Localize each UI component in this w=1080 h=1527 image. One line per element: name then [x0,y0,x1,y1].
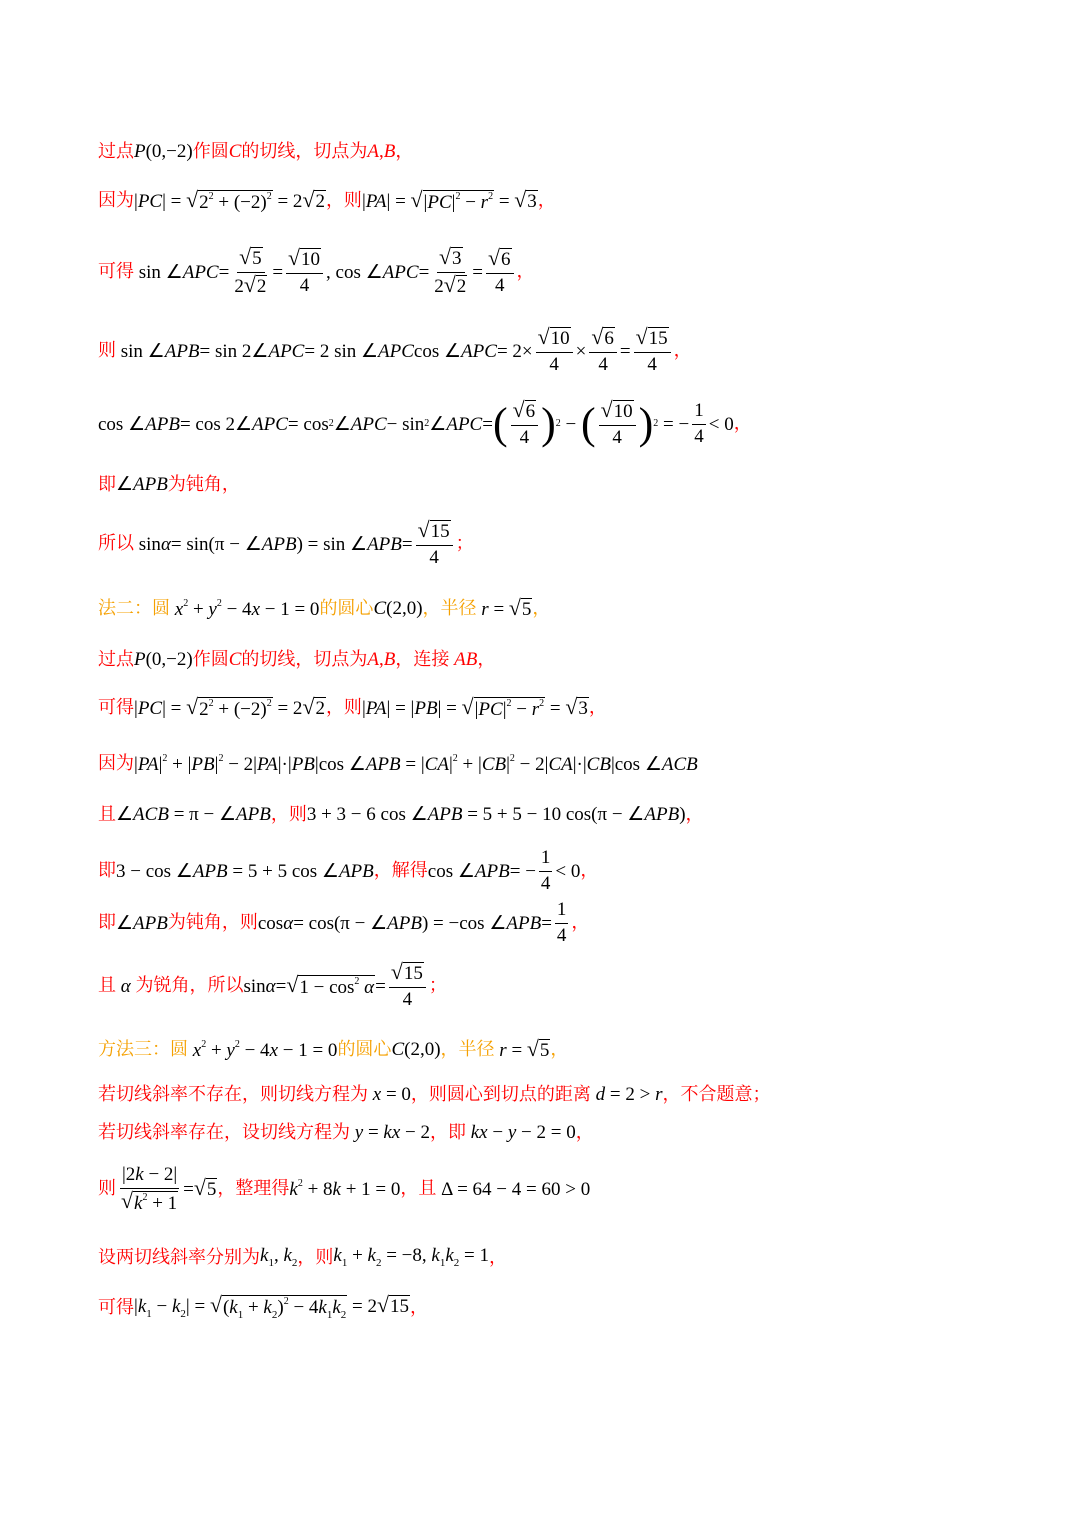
text-segment: 方法三：圆 [98,1038,188,1060]
math-expression: $x^2 + y^2 - 4x - 1 = 0$ [174,597,320,620]
math-expression: kx − y − 2 = 0 [470,1122,576,1143]
punct: ， [532,597,551,619]
solution-line-12 [98,805,704,824]
text-segment: 若切线斜率不存在，则切线方程为 [98,1083,368,1105]
punct: ， [733,413,752,435]
math-expression: r = √ 5 [481,596,532,620]
text-segment: 即 [98,473,116,495]
math-expression: $|k_1 - k_2|$ = √ $(k_1 + k_2)^2 - 4k_1k_2$ = 2 √ 15 [134,1293,409,1321]
math-expression: y = kx − 2 [354,1122,430,1143]
solution-line-9 [98,650,495,669]
math-expression: Δ = 64 − 4 = 60 > 0 [436,1178,591,1200]
math-expression: x = 0 [372,1084,411,1105]
punct: ， [395,140,414,162]
text-segment: 过点 [98,140,134,162]
text-segment: 即 [98,912,116,934]
math-expression: C [228,649,242,670]
text-segment: 因为 [98,190,134,212]
punct: ， [588,697,607,719]
solution-line-18 [98,1123,594,1142]
math-expression: A,B [367,141,396,162]
math-expression: r = √ 5 [499,1037,550,1061]
math-expression: cos ∠ APB = cos 2∠ APC = cos 2 ∠ APC − sin 2 ∠ APC = ( √ 6 4 ) 2 − ( √ 10 4 ) 2 = − $\frac{1}{4}$ < 0 [98,398,734,449]
math-expression: |PC| = √ $2^2 + (-2)^2$ = 2 √ 2 [134,695,325,720]
solution-line-21 [98,1295,428,1322]
text-segment: 作圆 [192,140,229,162]
text-segment: 作圆 [192,648,229,670]
text-segment: 可得 [98,261,134,283]
math-expression: $k^2 + 8k + 1 = 0$ [289,1178,401,1201]
math-expression: C(2,0) [373,598,423,620]
math-expression: |2k − 2| √ $k^2 + 1$ = √ 5 [121,1164,217,1214]
solution-line-5 [98,400,752,449]
punct: ， [685,803,704,825]
punct: ； [455,533,474,555]
punct: ， [537,190,556,212]
text-segment: ，则 [325,697,362,719]
solution-line-11 [98,754,698,774]
math-expression: ∠ACB = π − ∠APB [116,804,271,825]
text-segment: 则 [98,1178,116,1200]
math-expression: α [120,975,131,997]
math-expression: cos ∠ APB = − $\frac{1}{4}$ < 0 [427,847,581,894]
punct: ， [575,1121,594,1143]
solution-line-14 [98,900,589,947]
math-expression: P(0,−2) [134,141,193,162]
text-segment: 若切线斜率存在，设切线方程为 [98,1121,350,1143]
text-segment: ，半径 [422,597,477,619]
solution-line-15 [98,962,447,1011]
math-expression: 3 + 3 − 6 cos ∠APB = 5 + 5 − 10 cos(π − ∠APB) [306,804,686,825]
text-segment: 为钝角，则 [167,912,258,934]
punct: ， [410,1297,428,1319]
math-expression: $k_1$, $k_2$ [260,1245,298,1269]
text-segment: ，整理得 [217,1178,290,1200]
solution-line-20 [98,1246,507,1269]
punct: ， [580,860,599,882]
solution-line-1 [98,142,413,161]
text-segment: 可得 [98,697,134,719]
text-segment: 因为 [98,753,134,774]
math-expression: C(2,0) [391,1039,441,1061]
text-segment: ，即 [430,1121,466,1143]
math-expression: A,B [367,649,396,670]
solution-line-10 [98,697,607,720]
text-segment: 的圆心 [319,597,374,619]
math-expression: |PA| = √ $|PC|^2 - r^2$ = √ 3 [361,188,537,213]
text-segment: 的切线，切点为 [241,648,368,670]
text-segment: 即 [98,860,116,882]
text-segment: ，则 [325,190,362,212]
punct: ， [516,261,535,283]
solution-line-13 [98,848,598,895]
text-segment: 为锐角，所以 [135,975,244,997]
text-segment: ，则 [297,1246,334,1268]
math-expression: ∠APB [116,474,168,495]
punct: ， [477,648,496,670]
text-segment: ，解得 [373,860,428,882]
solution-line-17 [98,1085,771,1104]
text-segment: ，且 [400,1178,437,1200]
solution-line-19 [98,1165,590,1214]
punct: ； [428,975,447,997]
math-expression: |PA| = |PB| = √ $|PC|^2 - r^2$ = √ 3 [361,695,588,720]
text-segment: 的圆心 [337,1038,392,1060]
math-expression: d = 2 > r [595,1084,663,1105]
punct: ， [673,340,692,362]
solution-line-8 [98,598,550,620]
solution-line-4 [98,327,692,376]
math-expression: sin ∠ APB = sin 2∠ APC = 2 sin ∠ APC cos ∠ APC = 2× √ 10 4 × √ 6 4 = √ 15 4 [116,327,674,376]
math-expression: 3 − cos ∠APB = 5 + 5 cos ∠APB [116,860,374,882]
math-expression: sin α = sin(π − ∠ APB ) = sin ∠ APB = √ 15 4 [134,520,456,569]
text-segment: ，则圆心到切点的距离 [410,1083,591,1105]
math-expression: ∠APB [116,912,168,934]
solution-line-6 [98,475,240,494]
math-expression: C [228,141,242,162]
text-segment: ，则 [270,803,307,825]
text-segment: 且 [98,803,116,825]
math-expression: cos α = cos(π − ∠ APB ) = −cos ∠ APB = $\frac{1}{4}$ [257,899,567,946]
text-segment: ，半径 [440,1038,495,1060]
text-segment: 可得 [98,1297,134,1319]
math-expression: |PC| = √ $2^2 + (-2)^2$ = 2 √ 2 [134,188,325,213]
solution-line-7 [98,520,474,569]
math-expression: sin ∠ APC = √ 5 2 √ 2 = √ 10 4 , cos ∠ APC = √ 3 2 √ 2 = √ 6 4 [134,247,517,298]
text-segment: 法二：圆 [98,597,170,619]
math-expression: $|PA|^2 + |PB|^2 - 2|PA|\cdot|PB|\cos$ ∠APB = $|CA|^2 + |CB|^2 - 2|CA|\cdot|CB|\cos$ ∠ACB [134,753,698,775]
text-segment: 设两切线斜率分别为 [98,1246,260,1268]
text-segment: 为钝角， [167,473,240,495]
punct: ， [550,1038,569,1060]
text-segment: 的切线，切点为 [241,140,368,162]
punct: ， [571,912,590,934]
math-expression: P(0,−2) [134,649,193,670]
text-segment: 过点 [98,648,134,670]
math-expression: sin α = √ $1 - \cos^2 \alpha$ = √ 15 4 [243,962,428,1011]
text-segment: ，不合题意； [662,1083,771,1105]
solution-line-3 [98,247,535,298]
solution-line-16 [98,1039,568,1061]
math-expression: AB [454,649,478,670]
text-segment: 且 [98,975,116,997]
text-segment: ，连接 [395,648,450,670]
punct: ， [489,1246,507,1268]
solution-line-2 [98,190,556,213]
text-segment: 则 [98,340,116,362]
math-expression: $k_1 + k_2 = -8$, $k_1k_2 = 1$ [333,1245,489,1269]
math-expression: $x^2 + y^2 - 4x - 1 = 0$ [192,1038,338,1061]
text-segment: 所以 [98,533,134,555]
